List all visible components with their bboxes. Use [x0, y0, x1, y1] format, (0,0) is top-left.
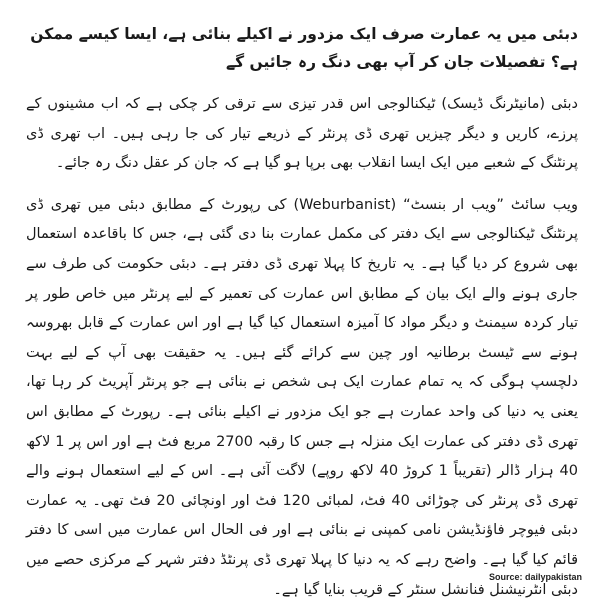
article-paragraph-2: ویب سائٹ ”ویب ار بنسٹ“ (Weburbanist) کی رپورٹ کے مطابق دبئی میں تھری ڈی پرنٹنگ ٹیکنالوجی سے ایک دفتر کی مکمل عمارت بنا دی گئی ہے، جس کا باقاعدہ استعمال بھی شروع کر دیا گیا ہے۔ یہ تاریخ کا پہلا تھری ڈی دفتر ہے۔ دبئی حکومت کی طرف سے جاری ہونے والے ایک بیان کے مطابق اس عمارت کی تعمیر کے لیے پرنٹر میں خاص طور پر تیار کردہ سیمنٹ و دیگر مواد کا آمیزہ استعمال کیا گیا ہے اور اس عمارت کے قابل بھروسہ ہونے سے ٹیسٹ برطانیہ اور چین سے کرائے گئے ہیں۔ یہ حقیقت بھی آپ کے لیے بہت دلچسپ ہوگی کہ یہ تمام عمارت ایک ہی شخص نے بنائی ہے جو پرنٹر آپریٹ کر رہا تھا، یعنی یہ دنیا کی واحد عمارت ہے جو ایک مزدور نے اکیلے بنائی ہے۔ رپورٹ کے مطابق اس تھری ڈی دفتر کی عمارت ایک منزلہ ہے جس کا رقبہ 2700 مربع فٹ ہے اور اس پر 1 لاکھ 40 ہزار ڈالر (تقریباً 1 کروڑ 40 لاکھ روپے) لاگت آئی ہے۔ اس کے لیے استعمال ہونے والے تھری ڈی پرنٹر کی چوڑائی 40 فٹ، لمبائی 120 فٹ اور اونچائی 20 فٹ تھی۔ یہ عمارت دبئی فیوچر فاؤنڈیشن نامی کمپنی نے بنائی ہے اور فی الحال اس عمارت میں اسی کا دفتر قائم کیا گیا ہے۔ واضح رہے کہ یہ دنیا کا پہلا تھری ڈی پرنٹڈ دفتر شہر کے مرکزی حصے میں دبئی انٹرنیشنل فنانشل سنٹر کے قریب بنایا گیا ہے۔ — [26, 196, 578, 598]
article-headline: دبئی میں یہ عمارت صرف ایک مزدور نے اکیلے بنائی ہے، ایسا کیسے ممکن ہے؟ تفصیلات جان کر آپ بھی دنگ رہ جائیں گے — [30, 25, 578, 71]
source-credit: Source: dailypakistan — [488, 572, 582, 582]
article-paragraph-1: دبئی (مانیٹرنگ ڈیسک) ٹیکنالوجی اس قدر تیزی سے ترقی کر چکی ہے کہ اب مشینوں کے پرزے، کاریں و دیگر چیزیں تھری ڈی پرنٹر کے ذریعے تیار کی جا رہی ہیں۔ اب تھری ڈی پرنٹنگ کے شعبے میں ایک ایسا انقلاب بھی برپا ہو گیا ہے کہ جان کر عقل دنگ رہ جائے۔ — [26, 96, 578, 172]
